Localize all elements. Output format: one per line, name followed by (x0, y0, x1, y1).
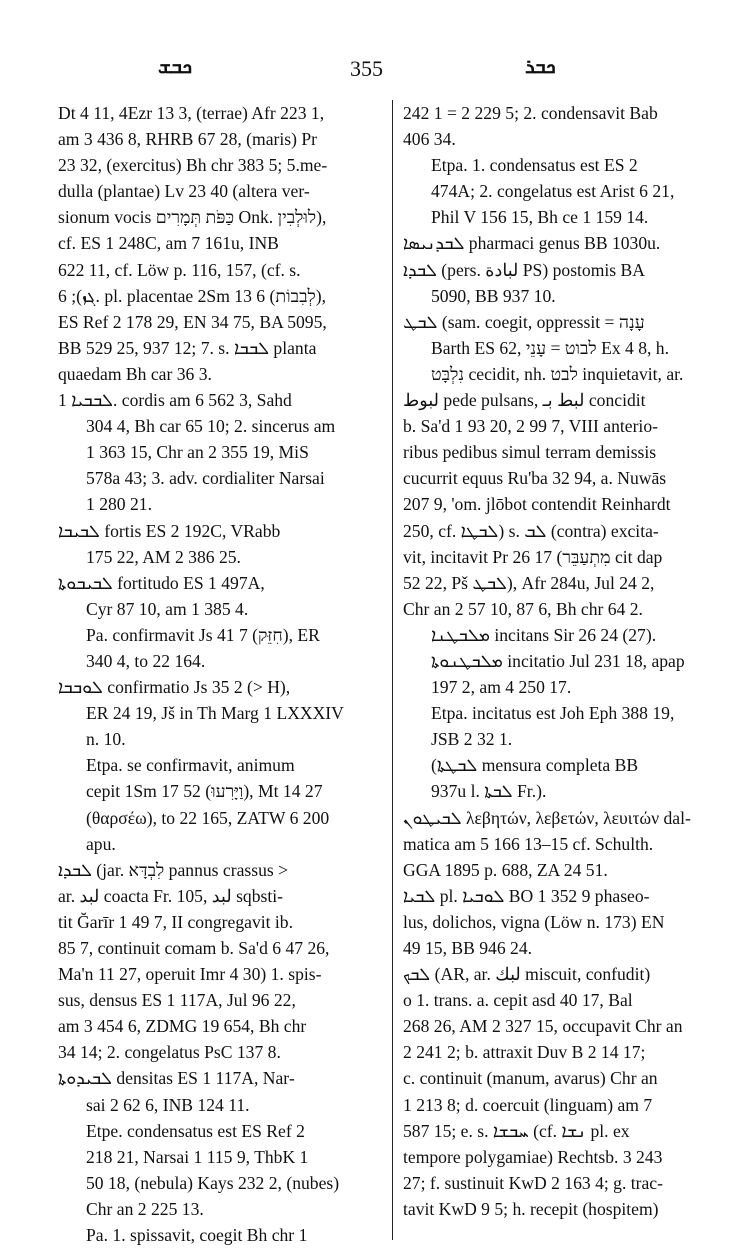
entry-line: 85 7, continuit comam b. Sa'd 6 47 26, (58, 938, 330, 958)
entry-line: ܡܠܒܛܢܐ incitans Sir 26 24 (27). (431, 624, 657, 645)
entry-line: 250, cf. ܠܒܛܐ) s. ܠܒ (contra) excita- (403, 520, 659, 541)
entry-line: ܠܒܝܛܘܢ λεβητών, λεβετών, λευιτών dal- (403, 807, 691, 828)
entry-line: ܡܠܒܛܢܘܬܐ incitatio Jul 231 18, apap (431, 650, 685, 671)
entry-line: Barth ES 62, לבוט = עָנֵי Ex 4 8, h. (431, 337, 669, 358)
entry-line: Chr an 2 57 10, 87 6, Bh chr 64 2. (403, 598, 643, 619)
entry-line: JSB 2 32 1. (431, 729, 513, 750)
entry-line: Ma'n 11 27, operuit Imr 4 30) 1. spis- (58, 964, 322, 985)
entry-line: tit Ğarīr 1 49 7, II congregavit ib. (58, 911, 294, 932)
entry-line: am 3 454 6, ZDMG 19 654, Bh chr (58, 1016, 307, 1037)
page-number: 355 (350, 56, 383, 81)
entry-line: lus, dolichos, vigna (Löw n. 173) EN (403, 911, 665, 932)
entry-line: ܠܒܝܐ pl. ܠܘܒܝܐ BO 1 352 9 phaseo- (403, 885, 650, 906)
entry-line: cepit 1Sm 17 52 (וַיָּרִעוּ), Mt 14 27 (86, 781, 323, 802)
entry-line: ܠܘܒܒܐ confirmatio Js 35 2 (> H), (58, 677, 291, 698)
entry-line: ܠܒܝܒܐ fortis ES 2 192C, VRabb (58, 520, 281, 541)
entry-line: Etpa. se confirmavit, animum (86, 755, 295, 776)
entry-line: Etpe. condensatus est ES Ref 2 (86, 1120, 305, 1141)
entry-line: Phil V 156 15, Bh ce 1 159 14. (431, 207, 649, 228)
entry-line: ES Ref 2 178 29, EN 34 75, BA 5095, (58, 311, 327, 332)
entry-line: vit, incitavit Pr 26 17 (מִתְעַבֵּר cit dap (403, 546, 663, 567)
entry-line: sionum vocis כַּפֹּת תְּמָרִים Onk. לוּלְבִין), (58, 207, 327, 228)
entry-line: 218 21, Narsai 1 115 9, ThbK 1 (86, 1146, 309, 1167)
entry-line: 5090, BB 937 10. (431, 285, 556, 306)
page-header (0, 44, 750, 84)
entry-line: 1 213 8; d. coercuit (linguam) am 7 (403, 1094, 653, 1115)
entry-line: ܠܒܝܒܘܬܐ fortitudo ES 1 497A, (58, 572, 265, 593)
entry-line: Dt 4 11, 4Ezr 13 3, (terrae) Afr 223 1, (58, 103, 325, 123)
entry-line: ribus pedibus simul terram demissis (403, 442, 657, 463)
entry-line: ܠܒܒܝܐ 1. cordis am 6 562 3, Sahd (58, 390, 292, 411)
column-divider (392, 100, 393, 1240)
entry-line: 474A; 2. congelatus est Arist 6 21, (431, 181, 675, 202)
entry-line: (ܠܒܛܬܐ mensura completa BB (431, 755, 639, 776)
entry-line: tempore polygamiae) Rechtsb. 3 243 (403, 1146, 663, 1167)
entry-line: ܠܒܟ (AR, ar. لبك miscuit, confudit) (403, 964, 651, 985)
entry-line: o 1. trans. a. cepit asd 40 17, Bal (403, 990, 633, 1011)
entry-line: c. continuit (manum, avarus) Chr an (403, 1068, 658, 1089)
entry-line: matica am 5 166 13–15 cf. Schulth. (403, 833, 654, 854)
entry-line: 50 18, (nebula) Kays 232 2, (nubes) (86, 1172, 340, 1193)
entry-line: 937u l. ܠܒܬܐ Fr.). (431, 781, 547, 802)
entry-line: dulla (plantae) Lv 23 40 (altera ver- (58, 181, 310, 202)
entry-line: Pa. confirmavit Js 41 7 (חִזֵּק), ER (86, 624, 320, 645)
entry-line: 242 1 = 2 229 5; 2. condensavit Bab (403, 103, 658, 123)
entry-line: 207 9, 'om. jlōbot contendit Reinhardt (403, 494, 671, 515)
entry-line: Cyr 87 10, am 1 385 4. (86, 598, 249, 619)
entry-line: لبوط pede pulsans, لبط بـ concidit (403, 390, 646, 411)
entry-line: Chr an 2 225 13. (86, 1198, 204, 1219)
entry-line: 1 280 21. (86, 494, 152, 515)
entry-line: 34 14; 2. congelatus PsC 137 8. (58, 1042, 281, 1063)
entry-line: נִלְבָּט cecidit, nh. לבט inquietavit, ar. (431, 363, 684, 384)
entry-line: ܠܒܕܐ (pers. لبادة PS) postomis BA (403, 259, 645, 280)
entry-line: 622 11, cf. Löw p. 116, 157, (cf. s. (58, 259, 301, 280)
entry-line: 268 26, AM 2 327 15, occupavit Chr an (403, 1016, 683, 1037)
entry-line: 578a 43; 3. adv. cordialiter Narsai (86, 468, 325, 489)
entry-line: am 3 436 8, RHRB 67 28, (maris) Pr (58, 129, 318, 150)
entry-line: 52 22, Pš ܠܒܛ), Afr 284u, Jul 24 2, (403, 572, 655, 593)
left-running-head: ܟܒܫ (158, 54, 192, 78)
entry-line: quaedam Bh car 36 3. (58, 363, 212, 384)
entry-line: Etpa. 1. condensatus est ES 2 (431, 155, 638, 176)
entry-line: 27; f. sustinuit KwD 2 163 4; g. trac- (403, 1172, 663, 1193)
entry-line: 406 34. (403, 129, 456, 150)
entry-line: ܠܒܛ (sam. coegit, oppressit = עָנָה (403, 311, 645, 332)
entry-line: ܠܒܕܐ (jar. לִבְדָּא pannus crassus > (58, 859, 289, 880)
entry-line: ܠܒܝܕܘܬܐ densitas ES 1 117A, Nar- (58, 1068, 295, 1089)
entry-line: sus, densus ES 1 117A, Jul 96 22, (58, 990, 296, 1011)
entry-line: cucurrit equus Ru'ba 32 94, a. Nuwās (403, 468, 667, 489)
entry-line: 49 15, BB 946 24. (403, 938, 533, 958)
entry-line: 197 2, am 4 250 17. (431, 677, 572, 698)
entry-line: 23 32, (exercitus) Bh chr 383 5; 5.me- (58, 155, 328, 176)
entry-line: ar. لبد coacta Fr. 105, لبد sqbsti- (58, 885, 284, 906)
entry-line: 2 241 2; b. attraxit Duv B 2 14 17; (403, 1042, 646, 1063)
entry-line: cf. ES 1 248C, am 7 161u, INB (58, 233, 279, 254)
entry-line: Etpa. incitatus est Joh Eph 388 19, (431, 703, 675, 724)
entry-line: ܓܙ); 6. pl. placentae 2Sm 13 6 (לְבִבוֹת), (58, 285, 327, 306)
entry-line: 1 363 15, Chr an 2 355 19, MiS (86, 442, 309, 463)
entry-line: GGA 1895 p. 688, ZA 24 51. (403, 859, 608, 880)
entry-line: n. 10. (86, 729, 126, 750)
entry-line: 304 4, Bh car 65 10; 2. sincerus am (86, 416, 336, 437)
right-column (403, 100, 703, 1222)
entry-line: apu. (86, 833, 116, 854)
entry-line: tavit KwD 9 5; h. recepit (hospitem) (403, 1198, 659, 1219)
entry-line: b. Sa'd 1 93 20, 2 99 7, VIII anterio- (403, 416, 658, 437)
entry-line: (θαρσέω), to 22 165, ZATW 6 200 (86, 807, 330, 828)
right-running-head: ܟܒܪ (525, 54, 556, 78)
entry-line: 587 15; e. s. ܚܒܫܐ (cf. ܢܫܐ pl. ex (403, 1120, 630, 1141)
entry-line: ܠܒܕܢܝܣܐ pharmaci genus BB 1030u. (403, 233, 661, 254)
entry-line: BB 529 25, 937 12; 7. s. ܠܒܒܐ planta (58, 337, 317, 358)
entry-line: 175 22, AM 2 386 25. (86, 546, 241, 567)
entry-line: Pa. 1. spissavit, coegit Bh chr 1 (86, 1225, 308, 1246)
entry-line: ER 24 19, Jš in Th Marg 1 LXXXIV (86, 703, 344, 724)
entry-line: sai 2 62 6, INB 124 11. (86, 1094, 250, 1115)
entry-line: 340 4, to 22 164. (86, 650, 206, 671)
left-column (58, 100, 380, 1248)
